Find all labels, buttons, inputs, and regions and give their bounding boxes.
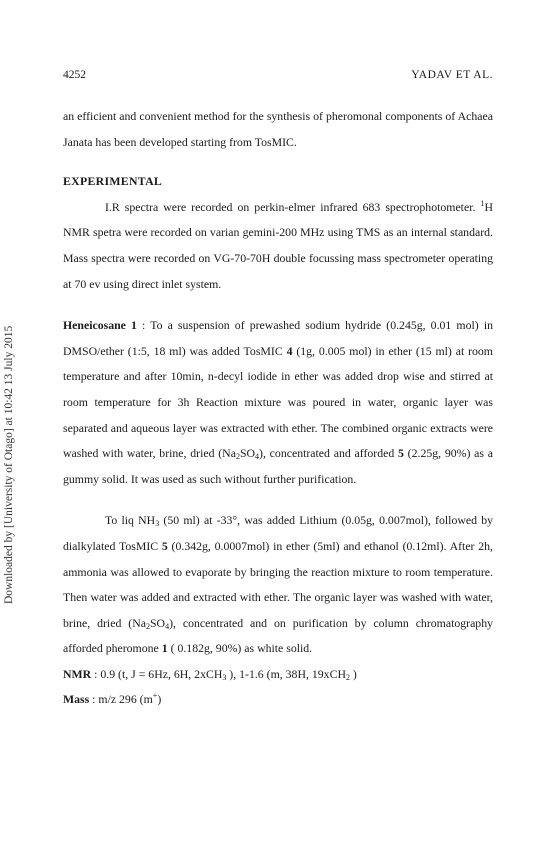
- instrumentation-paragraph: I.R spectra were recorded on perkin-elmer infrared 683 spectrophotometer. $^1$H NMR spetra were recorded on varian gemini-200 MHz using TMS as an internal standard. Mass spectra were recorded on VG-70-70H double focussing mass spectrometer operating at 70 ev using direct inlet system.: [63, 198, 493, 291]
- page-number: 4252: [63, 69, 86, 81]
- page-header: [63, 69, 493, 85]
- article-body: [63, 104, 493, 713]
- download-watermark: Downloaded by [University of Otago] at 10:42 13 July 2015: [3, 325, 15, 604]
- heneicosane-paragraph: Heneicosane 1 : To a suspension of prewashed sodium hydride (0.245g, 0.01 mol) in DMSO/ether (1:5, 18 ml) was added TosMIC 4 (1g, 0.005 mol) in ether (15 ml) at room temperature and after 10min, n-decyl iodide in ether was added drop wise and stirred at room temperature for 3h Reaction mixture was poured in water, organic layer was separated and aqueous layer was extracted with ether. The combined organic extracts were washed with water, brine, dried $(Na_2SO_4)$, concentrated and afforded 5 (2.25g, 90%) as a gummy solid. It was used as such without further purification.: [63, 318, 493, 486]
- reduction-paragraph: To liq $NH_3$ (50 ml) at -33°, was added Lithium (0.05g, 0.007mol), followed by dialkylated TosMIC 5 (0.342g, 0.0007mol) in ether (5ml) and ethanol (0.12ml). After 2h, ammonia was allowed to evaporate by bringing the reaction mixture to room temperature. Then water was added and extracted with ether. The organic layer was washed with water, brine, dried $(Na_2SO_4)$, concentrated and on purification by column chromatography afforded pheromone 1 ( 0.182g, 90%) as white solid.: [63, 513, 494, 656]
- section-heading: EXPERIMENTAL: [63, 174, 163, 189]
- intro-paragraph: an efficient and convenient method for the synthesis of pheromonal components of Achaea Janata has been developed starting from TosMIC.: [63, 109, 493, 149]
- mass-data: Mass : m/z 296 (m+): [63, 691, 162, 707]
- compound-label: Heneicosane 1: [63, 318, 137, 333]
- nmr-data: NMR : 0.9 (t, J = 6Hz, 6H, 2xCH$_3$ ), 1-1.6 (m, 38H, 19xCH$_2$ ): [63, 666, 357, 682]
- running-title: YADAV ET AL.: [411, 69, 493, 81]
